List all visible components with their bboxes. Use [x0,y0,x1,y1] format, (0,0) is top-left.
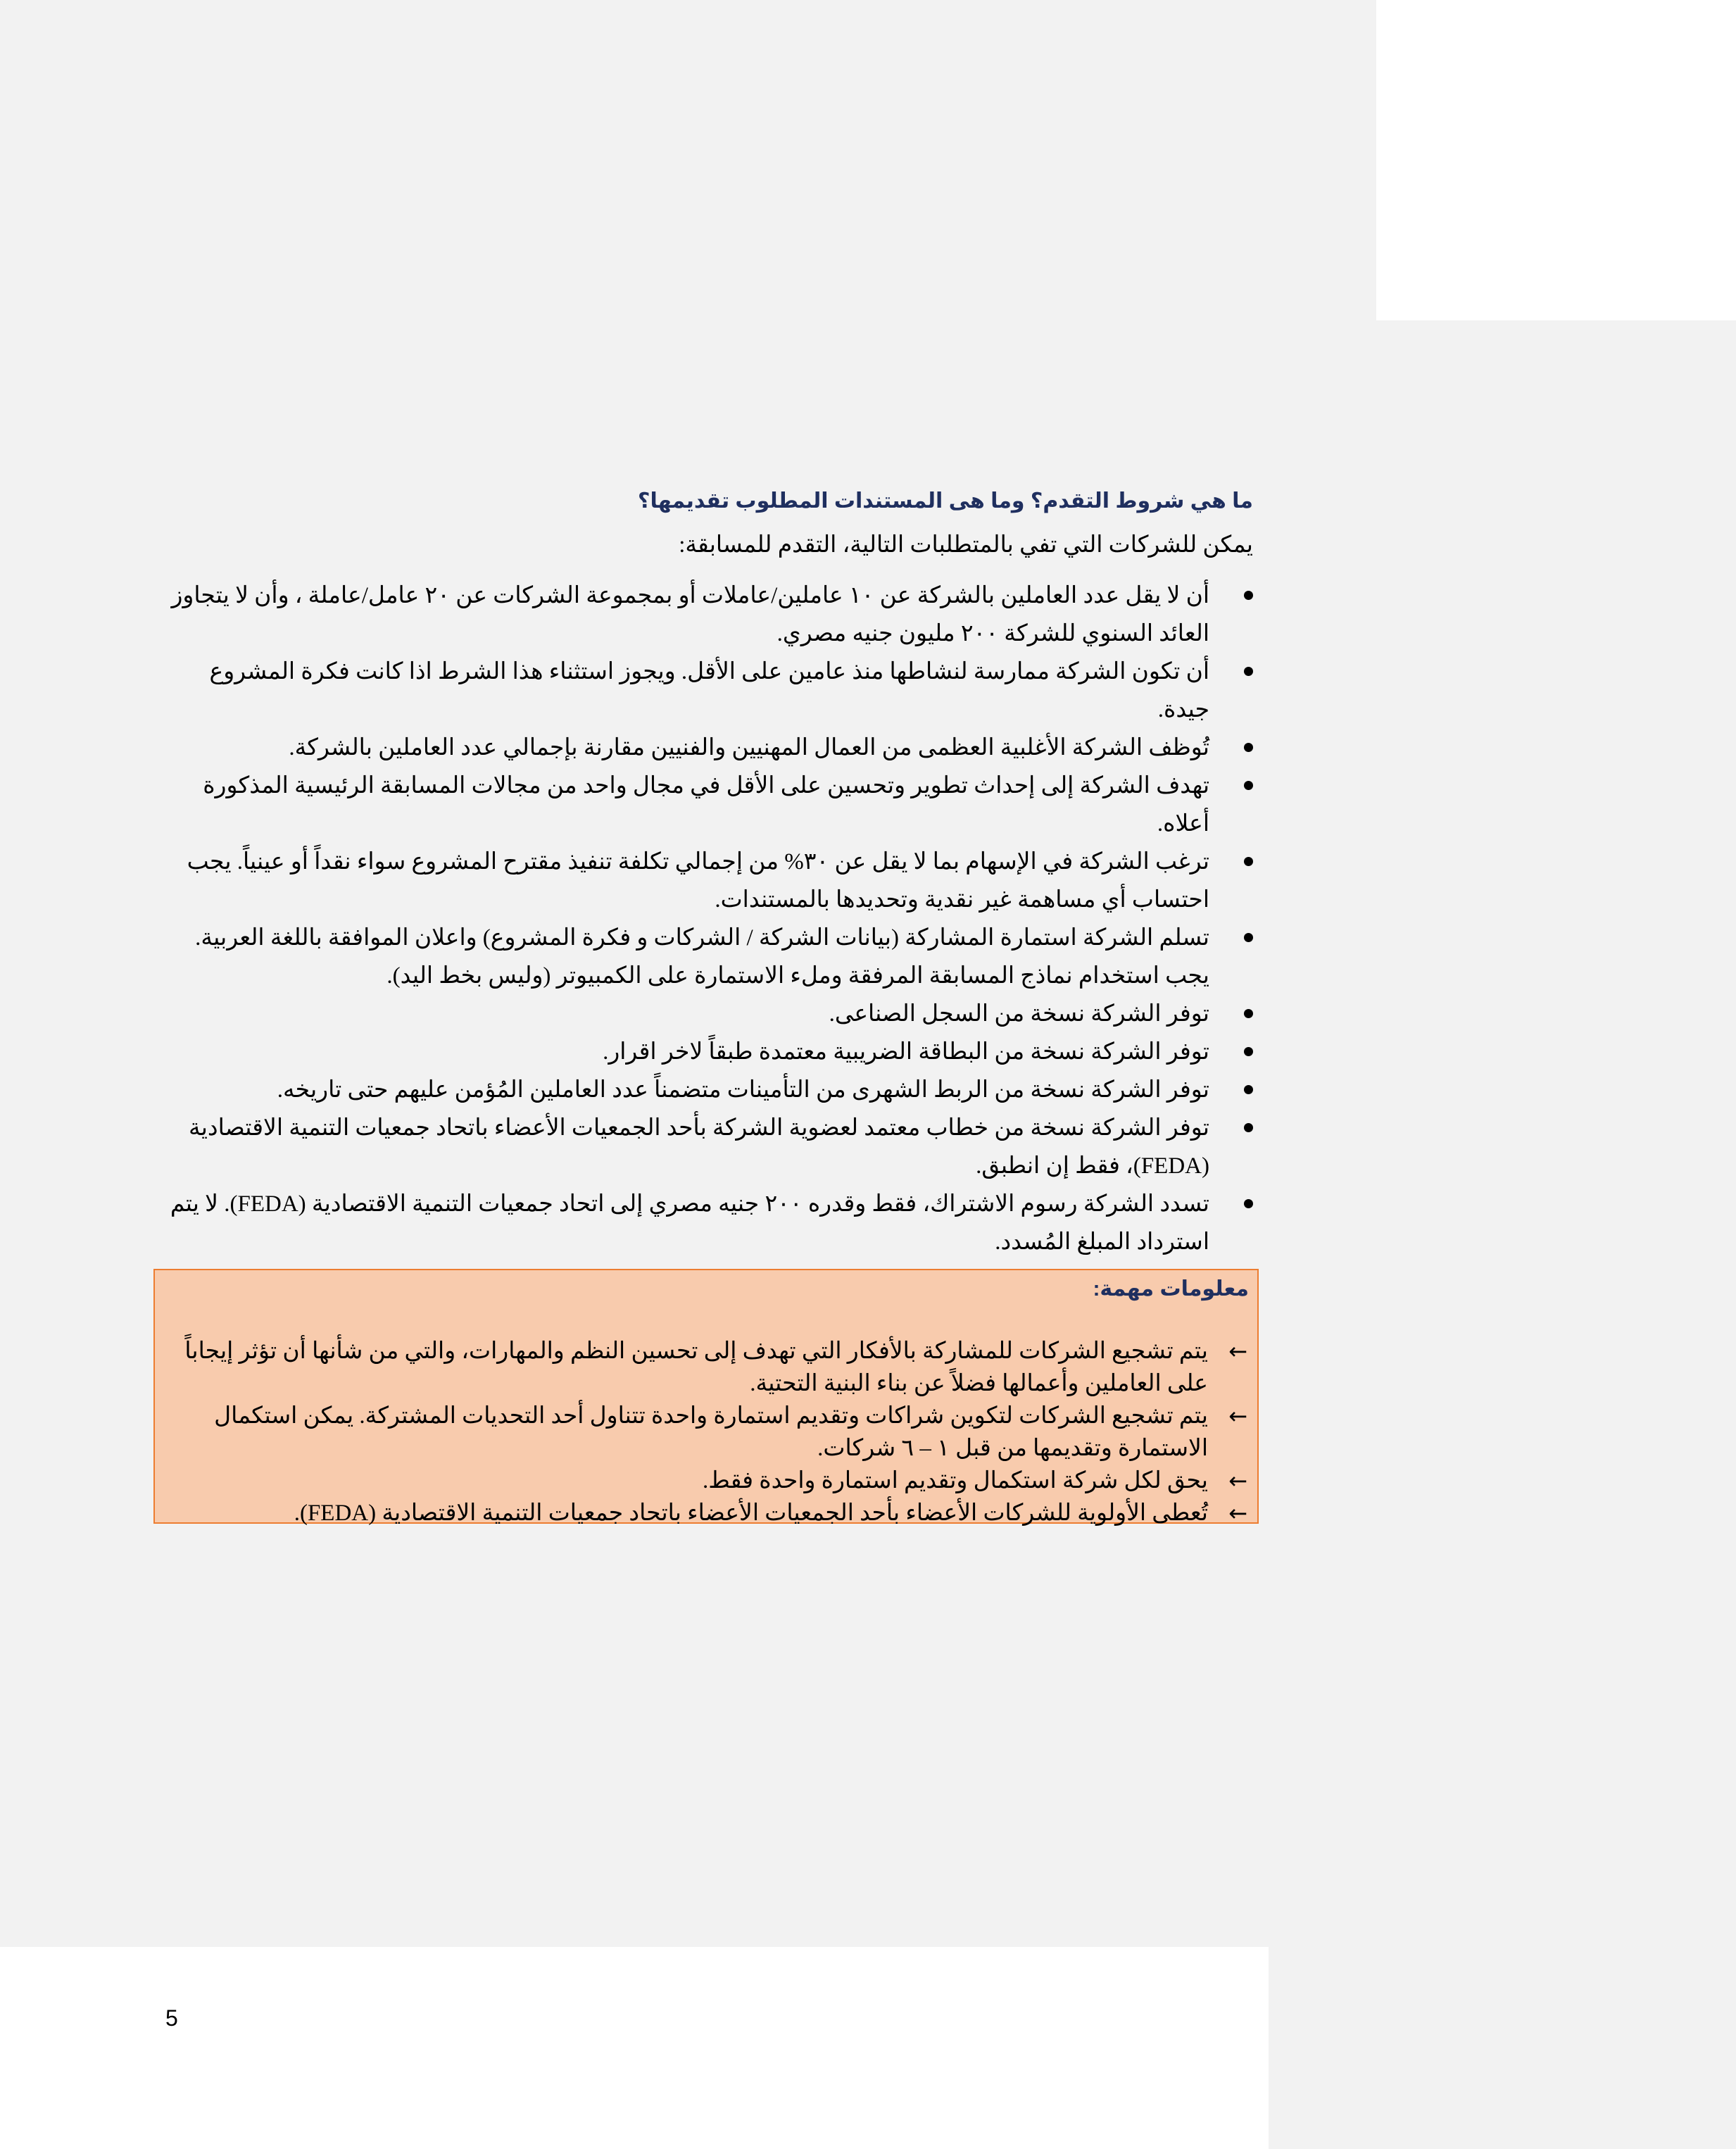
section-intro: يمكن للشركات التي تفي بالمتطلبات التالية، التقدم للمسابقة: [679,532,1253,558]
requirements-list [161,577,1253,1261]
bullet-icon [1244,1009,1253,1018]
bullet-icon [1244,1123,1253,1132]
arrow-left-icon: ← [1228,1467,1247,1494]
list-item [169,1497,1249,1529]
list-item [169,1465,1249,1497]
arrow-left-icon: ← [1228,1338,1247,1365]
list-item [161,1185,1253,1261]
list-item-text: تسلم الشركة استمارة المشاركة (بيانات الشركة / الشركات و فكرة المشروع) واعلان الموافقة باللغة العربية. يجب استخدام نماذج المسابقة المرفقة وملء الاستمارة على الكمبيوتر (وليس بخط اليد). [195,925,1209,989]
top-right-white-panel [1376,0,1736,320]
bullet-icon [1244,933,1253,942]
bullet-icon [1244,1047,1253,1056]
list-item-text: ترغب الشركة في الإسهام بما لا يقل عن ٣٠% من إجمالي تكلفة تنفيذ مقترح المشروع سواء نقداً أو عينياً. يجب احتساب أي مساهمة غير نقدية وتحديدها بالمستندات. [187,849,1209,913]
list-item [161,1109,1253,1185]
list-item [161,653,1253,729]
list-item-text: توفر الشركة نسخة من الربط الشهرى من التأمينات متضمناً عدد العاملين المُؤمن عليهم حتى تاريخه. [277,1077,1209,1103]
list-item-text: توفر الشركة نسخة من خطاب معتمد لعضوية الشركة بأحد الجمعيات الأعضاء باتحاد جمعيات التنمية الاقتصادية (FEDA)، فقط إن انطبق. [189,1115,1209,1179]
requirements-section [161,482,1253,1261]
list-item [169,1400,1249,1465]
list-item-text: أن تكون الشركة ممارسة لنشاطها منذ عامين على الأقل. ويجوز استثناء هذا الشرط اذا كانت فكرة المشروع جيدة. [209,659,1209,722]
list-item-text: يتم تشجيع الشركات لتكوين شراكات وتقديم استمارة واحدة تتناول أحد التحديات المشتركة. يمكن استكمال الاستمارة وتقديمها من قبل ١ – ٦ شركات. [214,1403,1208,1461]
bullet-icon [1244,1199,1253,1208]
list-item-text: تسدد الشركة رسوم الاشتراك، فقط وقدره ٢٠٠ جنيه مصري إلى اتحاد جمعيات التنمية الاقتصادية (FEDA). لا يتم استرداد المبلغ المُسدد. [170,1191,1209,1255]
bullet-icon [1244,667,1253,676]
list-item-text: توفر الشركة نسخة من البطاقة الضريبية معتمدة طبقاً لاخر اقرار. [603,1039,1209,1065]
bullet-icon [1244,1085,1253,1094]
bullet-icon [1244,781,1253,790]
bullet-icon [1244,591,1253,600]
list-item-text: يتم تشجيع الشركات للمشاركة بالأفكار التي تهدف إلى تحسين النظم والمهارات، والتي من شأنها أن تؤثر إيجاباً على العاملين وأعمالها فضلاً عن بناء البنية التحتية. [184,1339,1208,1396]
list-item-text: يحق لكل شركة استكمال وتقديم استمارة واحدة فقط. [703,1468,1208,1493]
list-item-text: أن لا يقل عدد العاملين بالشركة عن ١٠ عاملين/عاملات أو بمجموعة الشركات عن ٢٠ عامل/عاملة ، وأن لا يتجاوز العائد السنوي للشركة ٢٠٠ مليون جنيه مصري. [171,583,1209,646]
list-item-text: تُعطى الأولوية للشركات الأعضاء بأحد الجمعيات الأعضاء باتحاد جمعيات التنمية الاقتصادية (FEDA). [294,1500,1208,1526]
list-item-text: توفر الشركة نسخة من السجل الصناعى. [829,1001,1209,1027]
bullet-icon [1244,857,1253,866]
list-item [161,1033,1253,1071]
list-item-text: تهدف الشركة إلى إحداث تطوير وتحسين على الأقل في مجال واحد من مجالات المسابقة الرئيسية المذكورة أعلاه. [203,773,1209,837]
list-item [161,1071,1253,1109]
bullet-icon [1244,743,1253,752]
info-list [169,1335,1249,1529]
list-item [161,919,1253,995]
list-item [161,995,1253,1033]
list-item [161,729,1253,767]
arrow-left-icon: ← [1228,1403,1247,1429]
list-item-text: تُوظف الشركة الأغلبية العظمى من العمال المهنيين والفنيين مقارنة بإجمالي عدد العاملين بالشركة. [289,735,1209,760]
list-item [169,1335,1249,1400]
info-box-title: معلومات مهمة: [1093,1277,1249,1301]
list-item [161,767,1253,843]
list-item [161,577,1253,653]
arrow-left-icon: ← [1228,1500,1247,1527]
section-heading: ما هي شروط التقدم؟ وما هى المستندات المطلوب تقديمها؟ [638,489,1253,513]
list-item [161,843,1253,919]
footer-white-panel [0,1947,1269,2149]
important-info-box [153,1269,1259,1527]
page-number: 5 [165,2005,178,2031]
